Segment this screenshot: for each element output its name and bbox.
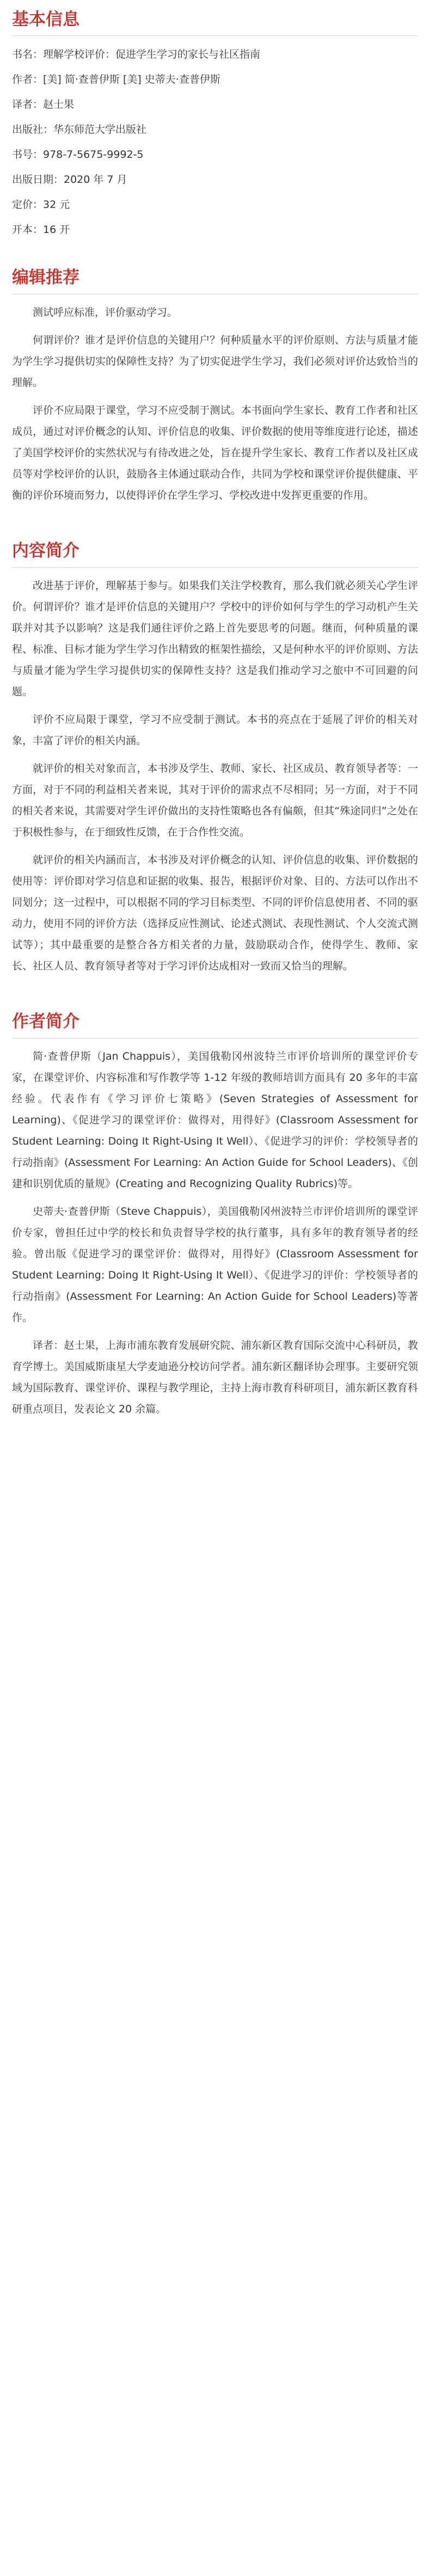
info-row-publish-date: 出版日期：2020 年 7 月	[12, 174, 127, 186]
paragraph: 就评价的相关内涵而言，本书涉及对评价概念的认知、评价信息的收集、评价数据的使用等：评价即对学习信息和证据的收集、报告，根据评价对象、目的、方法可以作出不同划分；这一过程中，可以根据不同的学习目标类型、不同的评价信息使用者、不同的驱动力，使用不同的评价方法（选择反应性测试、论述式测试、表现性测试、个人交流式测试等）；其中最重要的是整合各方相关者的力量，鼓励联动合作，使得学生、教师、家长、社区人员、教育领导者等对于学习评价达成相对一致而又恰当的理解。	[12, 854, 418, 972]
paragraph: 改进基于评价，理解基于参与。如果我们关注学校教育，那么我们就必须关心学生评价。何谓评价？谁才是评价信息的关键用户？学校中的评价如何与学生的学习动机产生关联并对其予以影响？这是我们通往评价之路上首先要思考的问题。继而，何种质量的课程、标准、目标才能为学生学习作出精致的框架性描绘，又是何种水平的评价原则、方法与质量才能为学生学习提供切实的保障性支持？这是我们推动学习之旅中不可回避的问题。	[12, 580, 418, 698]
editor-recommendation-body	[12, 294, 418, 506]
paragraph: 测试呼应标准，评价驱动学习。	[33, 306, 178, 318]
basic-info-list	[12, 36, 418, 236]
paragraph: 就评价的相关对象而言，本书涉及学生、教师、家长、社区成员、教育领导者等：一方面，对于不同的利益相关者来说，其对于评价的需求点不尽相同；另一方面，对于不同的相关者来说，其需要对学生评价做出的支持性策略也各有偏颇，但其“殊途同归”之处在于积极性参与，在于细致性反馈，在于合作性交流。	[12, 763, 418, 838]
info-row-translator: 译者：赵士果	[12, 99, 75, 110]
info-row-publisher: 出版社：华东师范大学出版社	[12, 124, 147, 136]
paragraph: 史蒂夫·查普伊斯（Steve Chappuis），美国俄勒冈州波特兰市评价培训所的课堂评价专家，曾担任过中学的校长和负责督导学校的执行董事，具有多年的教育领导者的经验。曾出版《促进学习的课堂评价：做得对，用得好》(Classroom Assessment for Student Learning: Doing It Right-Using It Well）、《促进学习的评价：学校领导者的行动指南》(Assessment For Learning: An Action Guide for School Leaders)等著作。	[12, 1206, 418, 1324]
info-row-title: 书名：理解学校评价：促进学生学习的家长与社区指南	[12, 48, 261, 60]
info-row-authors: 作者：[美] 简·查普伊斯 [美] 史蒂夫·查普伊斯	[12, 73, 220, 85]
content-summary-title: 内容简介	[12, 541, 79, 561]
author-intro-title: 作者简介	[12, 1012, 79, 1031]
content-summary-body	[12, 568, 418, 977]
paragraph: 简·查普伊斯（Jan Chappuis），美国俄勒冈州波特兰市评价培训所的课堂评价专家，在课堂评价、内容标准和写作教学等 1-12 年级的教师培训方面具有 20 多年的丰富经验。代表作有《学习评价七策略》(Seven Strategies of Assessment for Learning)、《促进学习的课堂评价：做得对，用得好》(Classroom Assessment for Student Learning: Doing It Right-Using It Well）、《促进学习的评价：学校领导者的行动指南》(Assessment For Learning: An Action Guide for School Leaders)、《创建和识别优质的量规》(Creating and Recognizing Quality Rubrics)等。	[12, 1050, 418, 1190]
info-row-price: 定价：32 元	[12, 199, 70, 211]
paragraph: 译者：赵士果，上海市浦东教育发展研究院、浦东新区教育国际交流中心科研员，教育学博士。美国威斯康星大学麦迪逊分校访问学者。浦东新区翻译协会理事。主要研究领域为国际教育、课堂评价、课程与教学理论，主持上海市教育科研项目，浦东新区教育科研重点项目，发表论文 20 余篇。	[12, 1339, 418, 1415]
info-row-format: 开本：16 开	[12, 224, 70, 236]
info-row-isbn: 书号：978-7-5675-9992-5	[12, 149, 144, 161]
editor-recommendation-title: 编辑推荐	[12, 268, 79, 287]
paragraph: 评价不应局限于课堂，学习不应受制于测试。本书的亮点在于延展了评价的相关对象，丰富了评价的相关内涵。	[12, 714, 418, 747]
paragraph: 评价不应局限于课堂，学习不应受制于测试。本书面向学生家长、教育工作者和社区成员，通过对评价概念的认知、评价信息的收集、评价数据的使用等维度进行论述，描述了美国学校评价的实然状况与有待改进之处，旨在提升学生家长、教育工作者以及社区成员等对学校评价的认识，鼓励各主体通过联动合作，共同为学校和课堂评价提供健康、平衡的评价环境而努力，以使得评价在学生学习、学校改进中发挥更重要的作用。	[12, 404, 418, 501]
author-intro-body	[12, 1038, 418, 1420]
paragraph: 何谓评价？谁才是评价信息的关键用户？何种质量水平的评价原则、方法与质量才能为学生学习提供切实的保障性支持？为了切实促进学生学习，我们必须对评价达致恰当的理解。	[12, 334, 418, 389]
basic-info-title: 基本信息	[12, 10, 79, 29]
